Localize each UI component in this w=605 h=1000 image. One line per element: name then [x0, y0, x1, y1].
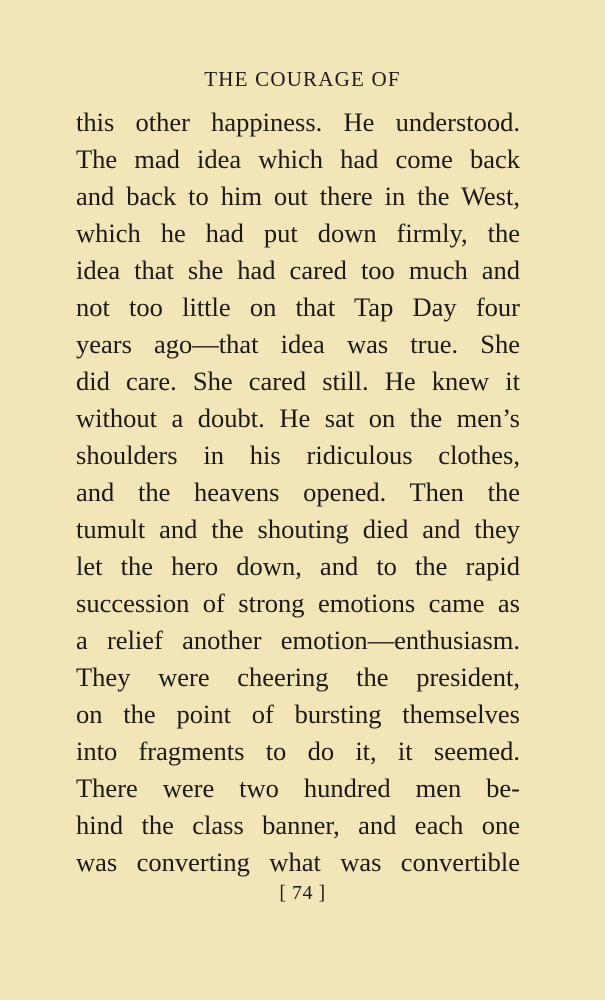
text-line: this other happiness. He understood. [76, 107, 520, 137]
text-line: They were cheering the president, [76, 662, 520, 692]
text-line: succession of strong emotions came as [76, 588, 520, 618]
text-line: not too little on that Tap Day four [76, 292, 520, 322]
text-line: hind the class banner, and each one [76, 810, 520, 840]
body-text [76, 104, 520, 881]
text-line: There were two hundred men be- [76, 773, 520, 803]
text-line: into fragments to do it, it seemed. [76, 736, 520, 766]
text-line: let the hero down, and to the rapid [76, 551, 520, 581]
text-line: and the heavens opened. Then the [76, 477, 520, 507]
text-line: was converting what was convertible [76, 847, 520, 877]
text-line: a relief another emotion—enthusiasm. [76, 625, 520, 655]
page-number: [ 74 ] [279, 882, 326, 904]
text-line: idea that she had cared too much and [76, 255, 520, 285]
text-line: without a doubt. He sat on the men’s [76, 403, 520, 433]
text-line: years ago—that idea was true. She [76, 329, 520, 359]
text-line: tumult and the shouting died and they [76, 514, 520, 544]
text-line: which he had put down firmly, the [76, 218, 520, 248]
text-line: on the point of bursting themselves [76, 699, 520, 729]
text-line: The mad idea which had come back [76, 144, 520, 174]
text-line: did care. She cared still. He knew it [76, 366, 520, 396]
text-line: and back to him out there in the West, [76, 181, 520, 211]
text-line: shoulders in his ridiculous clothes, [76, 440, 520, 470]
running-head: THE COURAGE OF [204, 67, 401, 91]
